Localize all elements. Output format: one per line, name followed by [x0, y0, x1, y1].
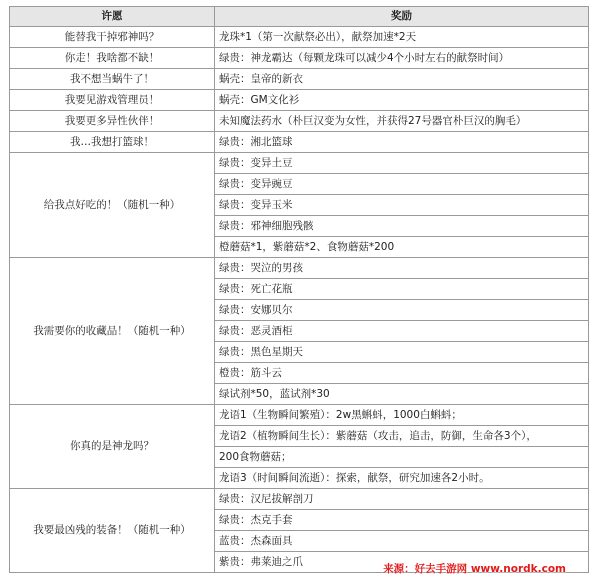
reward-cell: 绿贵：哭泣的男孩 — [215, 258, 589, 279]
table-row — [10, 111, 589, 132]
header-wish: 许愿 — [10, 7, 215, 27]
reward-cell: 绿贵：邪神细胞残骸 — [215, 216, 589, 237]
wish-cell: 我要最凶残的装备！（随机一种） — [10, 489, 215, 573]
reward-cell: 绿贵：变异豌豆 — [215, 174, 589, 195]
reward-cell: 龙语3（时间瞬间流逝）：探索，献祭，研究加速各2小时。 — [215, 468, 589, 489]
reward-cell: 绿贵：神龙霸达（每颗龙珠可以减少4个小时左右的献祭时间） — [215, 48, 589, 69]
wish-cell: 我要更多异性伙伴！ — [10, 111, 215, 132]
table-row — [10, 48, 589, 69]
wish-cell: 我需要你的收藏品！（随机一种） — [10, 258, 215, 405]
reward-cell: 蜗壳：GM文化衫 — [215, 90, 589, 111]
wish-cell: 我不想当蜗牛了！ — [10, 69, 215, 90]
reward-cell: 紫贵：弗莱迪之爪 — [215, 552, 589, 573]
wish-cell: 你走！我啥都不缺！ — [10, 48, 215, 69]
reward-cell: 龙珠*1（第一次献祭必出），献祭加速*2天 — [215, 27, 589, 48]
reward-cell: 绿试剂*50，蓝试剂*30 — [215, 384, 589, 405]
wish-reward-table — [9, 6, 589, 573]
reward-cell: 龙语1（生物瞬间繁殖）：2w黑蝌蚪，1000白蝌蚪； — [215, 405, 589, 426]
reward-cell: 绿贵：杰克手套 — [215, 510, 589, 531]
reward-cell: 橙贵：筋斗云 — [215, 363, 589, 384]
table-row — [10, 69, 589, 90]
reward-cell: 绿贵：恶灵酒柜 — [215, 321, 589, 342]
table-row — [10, 258, 589, 279]
reward-cell: 绿贵：变异土豆 — [215, 153, 589, 174]
reward-cell: 龙语2（植物瞬间生长）：紫蘑菇（攻击，追击，防御，生命各3个）， — [215, 426, 589, 447]
table-header-row — [10, 7, 589, 27]
wish-cell: 能替我干掉邪神吗？ — [10, 27, 215, 48]
table-row — [10, 153, 589, 174]
reward-cell: 绿贵：黑色星期天 — [215, 342, 589, 363]
table-body — [10, 27, 589, 573]
table-row — [10, 132, 589, 153]
reward-cell: 蜗壳：皇帝的新衣 — [215, 69, 589, 90]
reward-cell: 橙蘑菇*1，紫蘑菇*2、食物蘑菇*200 — [215, 237, 589, 258]
reward-cell: 200食物蘑菇； — [215, 447, 589, 468]
table-row — [10, 27, 589, 48]
reward-cell: 绿贵：湘北篮球 — [215, 132, 589, 153]
reward-cell: 绿贵：汉尼拔解剖刀 — [215, 489, 589, 510]
source-watermark: 来源：好去手游网 www.nordk.com — [383, 563, 566, 575]
reward-cell: 蓝贵：杰森面具 — [215, 531, 589, 552]
table-row — [10, 489, 589, 510]
reward-cell: 绿贵：安娜贝尔 — [215, 300, 589, 321]
wish-cell: 你真的是神龙吗？ — [10, 405, 215, 489]
wish-cell: 我要见游戏管理员！ — [10, 90, 215, 111]
reward-cell: 未知魔法药水（朴巨汉变为女性，并获得27号器官朴巨汉的胸毛） — [215, 111, 589, 132]
wish-cell: 我…我想打篮球！ — [10, 132, 215, 153]
reward-cell: 绿贵：死亡花瓶 — [215, 279, 589, 300]
header-reward: 奖励 — [215, 7, 589, 27]
wish-cell: 给我点好吃的！（随机一种） — [10, 153, 215, 258]
table-row — [10, 90, 589, 111]
table-row — [10, 405, 589, 426]
reward-cell: 绿贵：变异玉米 — [215, 195, 589, 216]
